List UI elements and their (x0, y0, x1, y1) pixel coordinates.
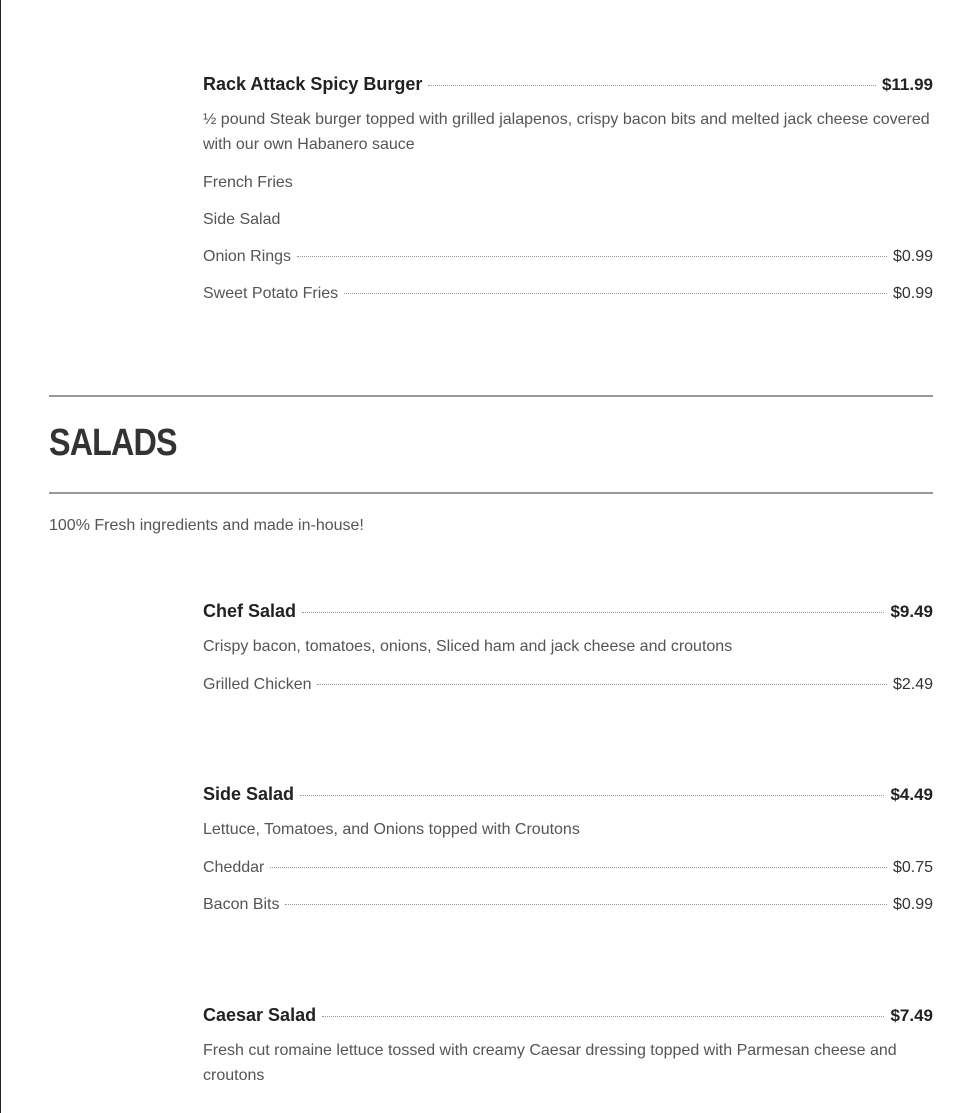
menu-item-price: $7.49 (890, 1006, 933, 1025)
dotted-leader (302, 612, 884, 613)
dotted-leader (344, 293, 887, 294)
menu-option (203, 676, 933, 694)
menu-item-chef-salad (203, 601, 933, 694)
dotted-leader (317, 684, 886, 685)
menu-item-header (203, 1005, 933, 1026)
menu-option-label: French Fries (203, 174, 293, 191)
menu-option (203, 248, 933, 266)
dotted-leader (297, 256, 887, 257)
menu-option (203, 211, 933, 229)
menu-option (203, 174, 933, 192)
menu-item-price: $11.99 (881, 75, 933, 94)
menu-option-label: Side Salad (203, 211, 281, 228)
menu-option-price: $0.99 (892, 248, 933, 265)
menu-item-header (203, 601, 933, 622)
dotted-leader (428, 85, 876, 86)
menu-option-label: Grilled Chicken (203, 676, 312, 693)
section-divider-bottom (49, 492, 933, 494)
dotted-leader (322, 1016, 884, 1017)
menu-option (203, 896, 933, 914)
menu-item-description: Crispy bacon, tomatoes, onions, Sliced ham and jack cheese and croutons (203, 638, 733, 655)
menu-option-label: Sweet Potato Fries (203, 285, 339, 302)
menu-item-title: Side Salad (203, 784, 295, 804)
menu-item-rack-attack-burger (203, 74, 933, 303)
menu-item-header (203, 784, 933, 805)
menu-item-description: Fresh cut romaine lettuce tossed with creamy Caesar dressing topped with Parmesan cheese and croutons (203, 1042, 897, 1084)
dotted-leader (285, 904, 886, 905)
menu-option-price: $0.99 (892, 896, 933, 913)
menu-option (203, 285, 933, 303)
menu-option-price: $0.75 (892, 859, 933, 876)
section-tagline: 100% Fresh ingredients and made in-house! (49, 517, 364, 534)
menu-option-label: Cheddar (203, 859, 265, 876)
menu-item-side-salad (203, 784, 933, 914)
menu-item-title: Rack Attack Spicy Burger (203, 74, 423, 94)
menu-option (203, 859, 933, 877)
menu-item-price: $4.49 (890, 785, 933, 804)
menu-item-description: ½ pound Steak burger topped with grilled jalapenos, crispy bacon bits and melted jack cheese covered with our own Habanero sauce (203, 111, 930, 153)
menu-item-title: Caesar Salad (203, 1005, 317, 1025)
dotted-leader (300, 795, 884, 796)
menu-item-caesar-salad (203, 1005, 933, 1088)
menu-option-price: $2.49 (892, 676, 933, 693)
section-divider-top (49, 395, 933, 397)
menu-item-description: Lettuce, Tomatoes, and Onions topped with Croutons (203, 821, 580, 838)
section-heading-salads: SALADS (49, 422, 177, 464)
menu-item-price: $9.49 (890, 602, 933, 621)
menu-option-price: $0.99 (892, 285, 933, 302)
menu-item-header (203, 74, 933, 95)
menu-option-label: Bacon Bits (203, 896, 280, 913)
menu-option-label: Onion Rings (203, 248, 292, 265)
page-left-border (0, 0, 1, 1113)
dotted-leader (270, 867, 887, 868)
menu-item-title: Chef Salad (203, 601, 297, 621)
